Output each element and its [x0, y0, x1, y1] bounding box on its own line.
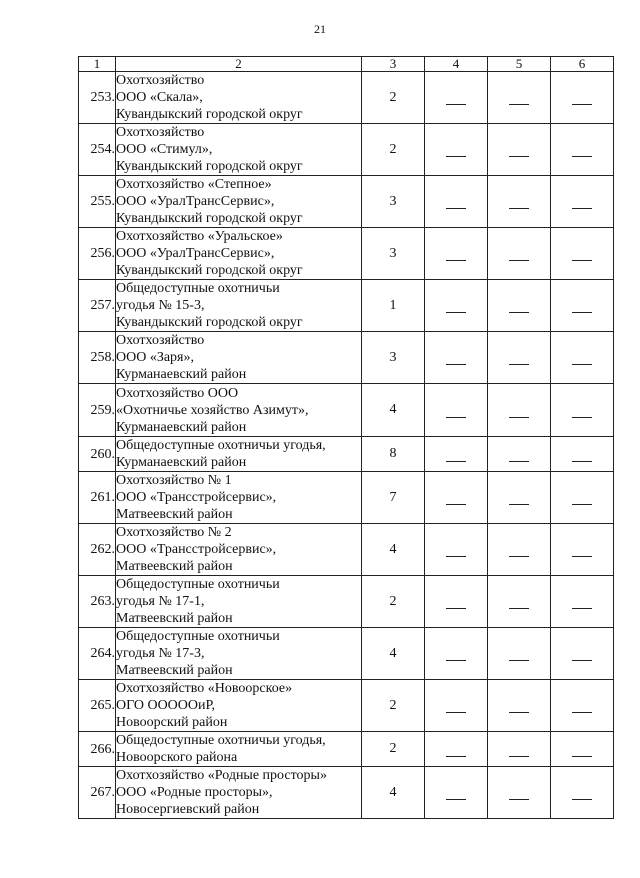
dash-mark: [572, 461, 592, 462]
dash-mark: [509, 556, 529, 557]
dash-mark: [572, 260, 592, 261]
table-row: [79, 384, 614, 437]
empty-value-col-5: [488, 680, 551, 732]
empty-value-col-6: [551, 472, 614, 524]
table-row: [79, 767, 614, 819]
empty-value-col-4: [425, 472, 488, 524]
table-row: [79, 680, 614, 732]
dash-mark: [509, 461, 529, 462]
dash-mark: [446, 260, 466, 261]
row-number: 262.: [79, 524, 116, 576]
quantity-cell: 4: [362, 384, 425, 437]
hunting-ground-name: [116, 767, 362, 819]
empty-value-col-6: [551, 228, 614, 280]
quantity-cell: 2: [362, 72, 425, 124]
table-row: [79, 576, 614, 628]
row-number: 260.: [79, 437, 116, 472]
hunting-ground-name: [116, 332, 362, 384]
name-line: ООО «Родные просторы»,: [116, 785, 273, 800]
table-row: [79, 228, 614, 280]
row-number: 267.: [79, 767, 116, 819]
empty-value-col-6: [551, 124, 614, 176]
name-line: Общедоступные охотничьи угодья,: [116, 733, 326, 748]
row-number: 263.: [79, 576, 116, 628]
name-line: Матвеевский район: [116, 611, 233, 626]
quantity-cell: 3: [362, 176, 425, 228]
empty-value-col-5: [488, 72, 551, 124]
name-line: Кувандыкский городской округ: [116, 107, 303, 122]
hunting-ground-name: [116, 384, 362, 437]
header-col-5: 5: [488, 57, 551, 72]
name-line: Кувандыкский городской округ: [116, 159, 303, 174]
name-line: ООО «УралТрансСервис»,: [116, 246, 275, 261]
dash-mark: [446, 556, 466, 557]
dash-mark: [572, 712, 592, 713]
dash-mark: [572, 156, 592, 157]
header-col-3: 3: [362, 57, 425, 72]
table-row: [79, 437, 614, 472]
name-line: ООО «Трансстройсервис»,: [116, 490, 277, 505]
name-line: Охотхозяйство «Степное»: [116, 177, 272, 192]
name-line: Общедоступные охотничьи: [116, 281, 280, 296]
empty-value-col-5: [488, 767, 551, 819]
table-row: [79, 732, 614, 767]
dash-mark: [509, 417, 529, 418]
header-col-1: 1: [79, 57, 116, 72]
row-number: 261.: [79, 472, 116, 524]
name-line: ООО «Трансстройсервис»,: [116, 542, 277, 557]
dash-mark: [446, 312, 466, 313]
table-row: [79, 72, 614, 124]
empty-value-col-4: [425, 524, 488, 576]
empty-value-col-5: [488, 472, 551, 524]
empty-value-col-6: [551, 384, 614, 437]
row-number: 259.: [79, 384, 116, 437]
dash-mark: [446, 799, 466, 800]
empty-value-col-5: [488, 732, 551, 767]
row-number: 265.: [79, 680, 116, 732]
empty-value-col-5: [488, 628, 551, 680]
dash-mark: [446, 504, 466, 505]
table-row: [79, 176, 614, 228]
name-line: Матвеевский район: [116, 663, 233, 678]
name-line: Курманаевский район: [116, 367, 247, 382]
hunting-grounds-table: [78, 56, 614, 819]
dash-mark: [572, 504, 592, 505]
row-number: 264.: [79, 628, 116, 680]
name-line: Охотхозяйство: [116, 333, 205, 348]
empty-value-col-6: [551, 332, 614, 384]
empty-value-col-4: [425, 437, 488, 472]
empty-value-col-6: [551, 176, 614, 228]
table-row: [79, 332, 614, 384]
dash-mark: [446, 104, 466, 105]
empty-value-col-4: [425, 628, 488, 680]
dash-mark: [509, 756, 529, 757]
dash-mark: [509, 260, 529, 261]
quantity-cell: 4: [362, 767, 425, 819]
name-line: угодья № 17-3,: [116, 646, 205, 661]
row-number: 256.: [79, 228, 116, 280]
empty-value-col-6: [551, 767, 614, 819]
dash-mark: [446, 756, 466, 757]
hunting-ground-name: [116, 576, 362, 628]
empty-value-col-5: [488, 576, 551, 628]
dash-mark: [509, 156, 529, 157]
dash-mark: [572, 417, 592, 418]
empty-value-col-4: [425, 280, 488, 332]
name-line: угодья № 17-1,: [116, 594, 205, 609]
quantity-cell: 2: [362, 732, 425, 767]
name-line: Курманаевский район: [116, 455, 247, 470]
name-line: Новоорского района: [116, 750, 238, 765]
hunting-ground-name: [116, 524, 362, 576]
dash-mark: [572, 364, 592, 365]
empty-value-col-4: [425, 576, 488, 628]
name-line: Общедоступные охотничьи: [116, 577, 280, 592]
empty-value-col-6: [551, 72, 614, 124]
dash-mark: [509, 712, 529, 713]
empty-value-col-6: [551, 628, 614, 680]
header-col-4: 4: [425, 57, 488, 72]
name-line: ОГО ОООООиР,: [116, 698, 216, 713]
empty-value-col-4: [425, 767, 488, 819]
dash-mark: [509, 608, 529, 609]
dash-mark: [509, 104, 529, 105]
dash-mark: [509, 208, 529, 209]
hunting-ground-name: [116, 628, 362, 680]
name-line: Общедоступные охотничьи угодья,: [116, 438, 326, 453]
empty-value-col-5: [488, 280, 551, 332]
row-number: 255.: [79, 176, 116, 228]
name-line: Матвеевский район: [116, 507, 233, 522]
dash-mark: [572, 799, 592, 800]
empty-value-col-4: [425, 332, 488, 384]
name-line: Охотхозяйство № 2: [116, 525, 232, 540]
row-number: 253.: [79, 72, 116, 124]
dash-mark: [572, 208, 592, 209]
name-line: Охотхозяйство «Новоорское»: [116, 681, 293, 696]
empty-value-col-5: [488, 437, 551, 472]
dash-mark: [509, 504, 529, 505]
name-line: Новосергиевский район: [116, 802, 260, 817]
dash-mark: [572, 660, 592, 661]
empty-value-col-6: [551, 732, 614, 767]
empty-value-col-5: [488, 524, 551, 576]
quantity-cell: 8: [362, 437, 425, 472]
dash-mark: [446, 660, 466, 661]
empty-value-col-5: [488, 228, 551, 280]
hunting-ground-name: [116, 176, 362, 228]
header-col-6: 6: [551, 57, 614, 72]
empty-value-col-6: [551, 280, 614, 332]
empty-value-col-4: [425, 124, 488, 176]
quantity-cell: 3: [362, 228, 425, 280]
quantity-cell: 4: [362, 628, 425, 680]
row-number: 254.: [79, 124, 116, 176]
empty-value-col-5: [488, 124, 551, 176]
dash-mark: [446, 417, 466, 418]
name-line: Новоорский район: [116, 715, 228, 730]
dash-mark: [446, 208, 466, 209]
table-row: [79, 280, 614, 332]
name-line: Охотхозяйство «Уральское»: [116, 229, 283, 244]
row-number: 257.: [79, 280, 116, 332]
empty-value-col-5: [488, 176, 551, 228]
empty-value-col-5: [488, 384, 551, 437]
hunting-ground-name: [116, 437, 362, 472]
quantity-cell: 2: [362, 124, 425, 176]
dash-mark: [509, 660, 529, 661]
hunting-ground-name: [116, 732, 362, 767]
empty-value-col-6: [551, 437, 614, 472]
dash-mark: [446, 364, 466, 365]
row-number: 258.: [79, 332, 116, 384]
quantity-cell: 7: [362, 472, 425, 524]
table-row: [79, 124, 614, 176]
name-line: Кувандыкский городской округ: [116, 315, 303, 330]
dash-mark: [446, 461, 466, 462]
table-row: [79, 628, 614, 680]
empty-value-col-6: [551, 524, 614, 576]
dash-mark: [572, 608, 592, 609]
empty-value-col-5: [488, 332, 551, 384]
dash-mark: [509, 799, 529, 800]
quantity-cell: 4: [362, 524, 425, 576]
row-number: 266.: [79, 732, 116, 767]
empty-value-col-4: [425, 72, 488, 124]
name-line: Охотхозяйство «Родные просторы»: [116, 768, 327, 783]
empty-value-col-6: [551, 576, 614, 628]
name-line: Курманаевский район: [116, 419, 247, 435]
table-header-row: [79, 57, 614, 72]
name-line: Кувандыкский городской округ: [116, 211, 303, 226]
dash-mark: [572, 756, 592, 757]
name-line: Общедоступные охотничьи: [116, 629, 280, 644]
quantity-cell: 2: [362, 680, 425, 732]
page-number: 21: [314, 22, 326, 36]
empty-value-col-4: [425, 384, 488, 437]
quantity-cell: 1: [362, 280, 425, 332]
hunting-ground-name: [116, 472, 362, 524]
empty-value-col-4: [425, 228, 488, 280]
table-row: [79, 524, 614, 576]
table-row: [79, 472, 614, 524]
name-line: Кувандыкский городской округ: [116, 263, 303, 278]
hunting-ground-name: [116, 680, 362, 732]
name-line: угодья № 15-3,: [116, 298, 205, 313]
dash-mark: [446, 156, 466, 157]
dash-mark: [572, 556, 592, 557]
quantity-cell: 3: [362, 332, 425, 384]
name-line: Охотхозяйство № 1: [116, 473, 232, 488]
name-line: ООО «Заря»,: [116, 350, 194, 365]
empty-value-col-6: [551, 680, 614, 732]
header-col-2: 2: [116, 57, 362, 72]
dash-mark: [446, 608, 466, 609]
name-line: ООО «УралТрансСервис»,: [116, 194, 275, 209]
name-line: Охотхозяйство ООО: [116, 385, 239, 401]
empty-value-col-4: [425, 680, 488, 732]
name-line: Матвеевский район: [116, 559, 233, 574]
quantity-cell: 2: [362, 576, 425, 628]
dash-mark: [572, 104, 592, 105]
name-line: Охотхозяйство: [116, 73, 205, 88]
name-line: «Охотничье хозяйство Азимут»,: [116, 402, 309, 418]
hunting-ground-name: [116, 124, 362, 176]
dash-mark: [572, 312, 592, 313]
table-body: [79, 72, 614, 819]
hunting-ground-name: [116, 280, 362, 332]
dash-mark: [509, 312, 529, 313]
hunting-ground-name: [116, 228, 362, 280]
hunting-ground-name: [116, 72, 362, 124]
dash-mark: [446, 712, 466, 713]
empty-value-col-4: [425, 732, 488, 767]
empty-value-col-4: [425, 176, 488, 228]
name-line: ООО «Стимул»,: [116, 142, 213, 157]
name-line: ООО «Скала»,: [116, 90, 203, 105]
name-line: Охотхозяйство: [116, 125, 205, 140]
dash-mark: [509, 364, 529, 365]
